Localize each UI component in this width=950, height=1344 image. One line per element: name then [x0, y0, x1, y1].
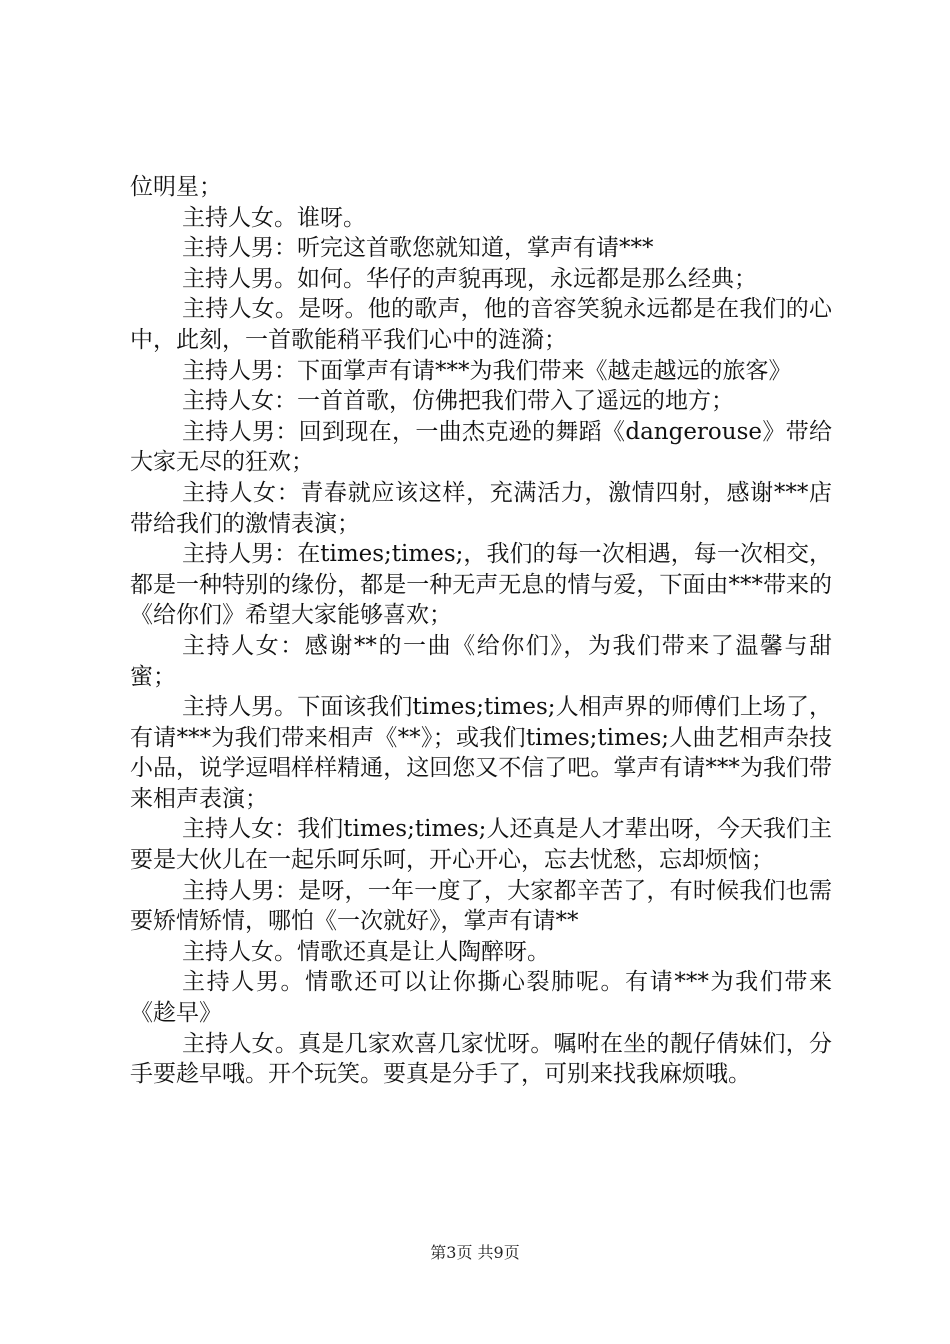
- paragraph: 主持人女：一首首歌，仿佛把我们带入了遥远的地方；: [182, 388, 734, 415]
- document-body: [130, 172, 832, 1090]
- paragraph: 主持人女。是呀。他的歌声，他的音容笑貌永远都是在我们的心中，此刻，一首歌能稍平我们心中的涟漪；: [130, 296, 832, 353]
- page-footer: [0, 1243, 950, 1263]
- paragraph: 主持人男：下面掌声有请***为我们带来《越走越远的旅客》: [182, 357, 792, 384]
- paragraph: 主持人男：回到现在，一曲杰克逊的舞蹈《dangerouse》带给大家无尽的狂欢；: [130, 418, 832, 476]
- paragraph: 主持人女：我们times;times;人还真是人才辈出呀，今天我们主要是大伙儿在一起乐呵乐呵，开心开心，忘去忧愁，忘却烦恼；: [130, 816, 832, 874]
- paragraph: 位明星；: [130, 174, 222, 200]
- paragraph: 主持人女。情歌还真是让人陶醉呀。: [182, 938, 550, 965]
- page-number-label: 第3页 共9页: [430, 1243, 520, 1262]
- paragraph: 主持人男：在times;times;，我们的每一次相遇，每一次相交，都是一种特别的缘份，都是一种无声无息的情与爱，下面由***带来的《给你们》希望大家能够喜欢；: [130, 541, 832, 629]
- paragraph: 主持人男。情歌还可以让你撕心裂肺呢。有请***为我们带来《趁早》: [130, 969, 832, 1027]
- paragraph: 主持人女。真是几家欢喜几家忧呀。嘱咐在坐的靓仔倩妹们，分手要趁早哦。开个玩笑。要真是分手了，可别来找我麻烦哦。: [130, 1030, 832, 1088]
- paragraph: 主持人女：感谢**的一曲《给你们》，为我们带来了温馨与甜蜜；: [130, 632, 832, 690]
- paragraph: 主持人男。如何。华仔的声貌再现，永远都是那么经典；: [182, 265, 757, 292]
- paragraph: 主持人男：听完这首歌您就知道，掌声有请***: [182, 235, 654, 262]
- paragraph: 主持人女：青春就应该这样，充满活力，激情四射，感谢***店带给我们的激情表演；: [130, 479, 832, 537]
- paragraph: 主持人男：是呀，一年一度了，大家都辛苦了，有时候我们也需要矫情矫情，哪怕《一次就好》，掌声有请**: [130, 877, 832, 935]
- paragraph: 主持人女。谁呀。: [182, 204, 366, 231]
- paragraph: 主持人男。下面该我们times;times;人相声界的师傅们上场了，有请***为我们带来相声《**》；或我们times;times;人曲艺相声杂技小品，说学逗唱样样精通，这回您又不信了吧。掌声有请***为我们带来相声表演；: [130, 694, 832, 812]
